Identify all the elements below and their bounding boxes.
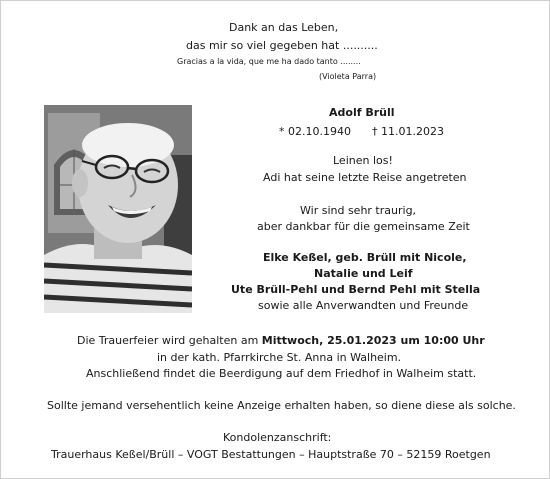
message-line-1: Leinen los! xyxy=(333,154,393,167)
funeral-line-2: in der kath. Pfarrkirche St. Anna in Walheim. xyxy=(157,351,402,364)
birth-date: * 02.10.1940 xyxy=(279,125,351,138)
mourners-line-1: Elke Keßel, geb. Brüll mit Nicole, xyxy=(263,251,467,264)
quote-line-1: Dank an das Leben, xyxy=(229,21,339,34)
condolence-label: Kondolenzanschrift: xyxy=(223,431,332,444)
funeral-line-1 xyxy=(77,334,485,347)
quote-author: (Violeta Parra) xyxy=(319,72,377,81)
message-line-4: aber dankbar für die gemeinsame Zeit xyxy=(257,220,470,233)
death-date: † 11.01.2023 xyxy=(372,125,444,138)
deceased-name: Adolf Brüll xyxy=(329,106,395,119)
mourners-line-3: Ute Brüll-Pehl und Bernd Pehl mit Stella xyxy=(231,283,481,296)
portrait-photo xyxy=(44,105,192,313)
mourners-line-4: sowie alle Anverwandten und Freunde xyxy=(258,299,469,312)
notice-text: Sollte jemand versehentlich keine Anzeige erhalten haben, so diene diese als solche. xyxy=(47,399,516,412)
quote-spanish: Gracias a la vida, que me ha dado tanto ........ xyxy=(177,57,361,66)
message-line-2: Adi hat seine letzte Reise angetreten xyxy=(263,171,467,184)
message-line-3: Wir sind sehr traurig, xyxy=(300,204,417,217)
condolence-address: Trauerhaus Keßel/Brüll – VOGT Bestattungen – Hauptstraße 70 – 52159 Roetgen xyxy=(51,448,491,461)
quote-line-2: das mir so viel gegeben hat .......... xyxy=(186,39,378,52)
mourners-line-2: Natalie und Leif xyxy=(314,267,413,280)
funeral-intro: Die Trauerfeier wird gehalten am xyxy=(77,334,262,347)
funeral-datetime: Mittwoch, 25.01.2023 um 10:00 Uhr xyxy=(261,334,485,347)
funeral-line-3: Anschließend findet die Beerdigung auf dem Friedhof in Walheim statt. xyxy=(86,367,477,380)
